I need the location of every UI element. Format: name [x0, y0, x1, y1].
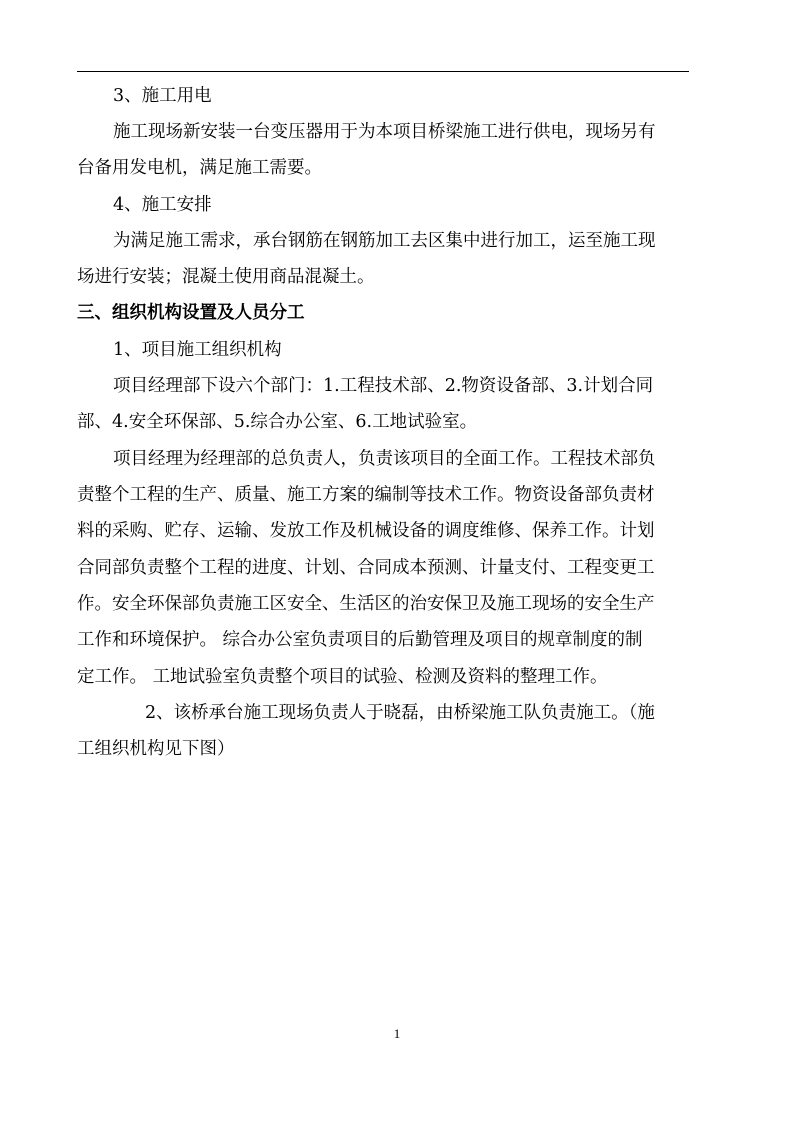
- subsection-1-text-line-2: 部、4.安全环保部、5.综合办公室、6.工地试验室。: [77, 412, 478, 432]
- subsection-2-text-line-2: 工组织机构见下图）: [77, 739, 235, 759]
- section-3-title: 3、施工用电: [113, 86, 212, 106]
- paragraph-duties-line-7: 定工作。 工地试验室负责整个项目的试验、检测及资料的整理工作。: [77, 667, 608, 687]
- section-4-title: 4、施工安排: [113, 195, 212, 215]
- page-number: 1: [393, 1026, 401, 1041]
- section-4-text-line-1: 为满足施工需求，承台钢筋在钢筋加工去区集中进行加工，运至施工现: [113, 231, 656, 251]
- subsection-2-text-line-1: 2、该桥承台施工现场负责人于晓磊，由桥梁施工队负责施工。（施: [145, 703, 655, 723]
- header-rule: [77, 71, 689, 72]
- section-3-text-line-1: 施工现场新安装一台变压器用于为本项目桥梁施工进行供电，现场另有: [113, 122, 656, 142]
- paragraph-duties-line-1: 项目经理为经理部的总负责人，负责该项目的全面工作。工程技术部负: [113, 449, 656, 469]
- paragraph-duties-line-5: 作。安全环保部负责施工区安全、生活区的治安保卫及施工现场的安全生产: [77, 594, 655, 614]
- subsection-1-text-line-1: 项目经理部下设六个部门：1.工程技术部、2.物资设备部、3.计划合同: [113, 376, 654, 396]
- section-4-text-line-2: 场进行安装；混凝土使用商品混凝土。: [77, 267, 375, 287]
- paragraph-duties-line-6: 工作和环境保护。 综合办公室负责项目的后勤管理及项目的规章制度的制: [77, 630, 643, 650]
- paragraph-duties-line-3: 料的采购、贮存、运输、发放工作及机械设备的调度维修、保养工作。计划: [77, 521, 655, 541]
- paragraph-duties-line-2: 责整个工程的生产、质量、施工方案的编制等技术工作。物资设备部负责材: [77, 485, 655, 505]
- paragraph-duties-line-4: 合同部负责整个工程的进度、计划、合同成本预测、计量支付、工程变更工: [77, 558, 655, 578]
- section-3-text-line-2: 台备用发电机，满足施工需要。: [77, 158, 322, 178]
- subsection-1-title: 1、项目施工组织机构: [113, 340, 282, 360]
- part-3-heading: 三、组织机构设置及人员分工: [77, 303, 305, 323]
